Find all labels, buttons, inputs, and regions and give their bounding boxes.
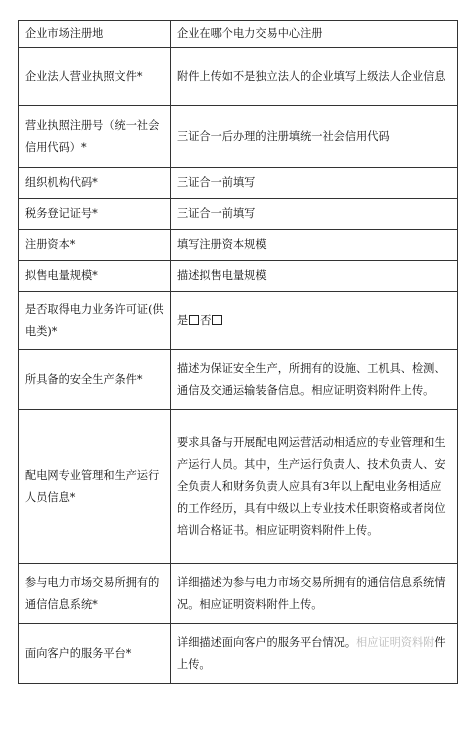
- table-row: [19, 624, 458, 684]
- table-row: [19, 292, 458, 350]
- option-no-label: 否: [200, 313, 212, 327]
- service-platform-main-text: 详细描述面向客户的服务平台情况。: [177, 635, 357, 649]
- row-label-sales-volume: 拟售电量规模*: [19, 261, 171, 292]
- table-row: [19, 168, 458, 199]
- row-value-tax-registration: 三证合一前填写: [171, 199, 458, 230]
- table-row: [19, 230, 458, 261]
- row-value-communication-system: 详细描述为参与电力市场交易所拥有的通信信息系统情况。相应证明资料附件上传。: [171, 564, 458, 624]
- row-value-organization-code: 三证合一前填写: [171, 168, 458, 199]
- table-row: [19, 261, 458, 292]
- row-label-power-license: 是否取得电力业务许可证(供电类)*: [19, 292, 171, 350]
- service-platform-tail-text: 件上传。: [177, 635, 446, 671]
- row-label-safety-conditions: 所具备的安全生产条件*: [19, 350, 171, 410]
- row-label-organization-code: 组织机构代码*: [19, 168, 171, 199]
- table-row: [19, 106, 458, 168]
- row-label-staff-info: 配电网专业管理和生产运行人员信息*: [19, 410, 171, 564]
- row-label-tax-registration: 税务登记证号*: [19, 199, 171, 230]
- table-row: [19, 564, 458, 624]
- row-value-business-license: 附件上传如不是独立法人的企业填写上级法人企业信息: [171, 48, 458, 106]
- row-label-registered-capital: 注册资本*: [19, 230, 171, 261]
- header-cell-trading-center: 企业在哪个电力交易中心注册: [171, 21, 458, 48]
- row-label-business-license: 企业法人营业执照文件*: [19, 48, 171, 106]
- row-label-communication-system: 参与电力市场交易所拥有的通信信息系统*: [19, 564, 171, 624]
- service-platform-faded-text: 相应证明资料附: [356, 635, 435, 649]
- row-value-power-license: [171, 292, 458, 350]
- row-value-safety-conditions: 描述为保证安全生产，所拥有的设施、工机具、检测、通信及交通运输装备信息。相应证明资料附件上传。: [171, 350, 458, 410]
- row-value-sales-volume: 描述拟售电量规模: [171, 261, 458, 292]
- row-value-staff-info: 要求具备与开展配电网运营活动相适应的专业管理和生产运行人员。其中，生产运行负责人、技术负责人、安全负责人和财务负责人应具有3年以上配电业务相适应的工作经历，具有中级以上专业技术任职资格或者岗位培训合格证书。相应证明资料附件上传。: [171, 410, 458, 564]
- row-label-service-platform: 面向客户的服务平台*: [19, 624, 171, 684]
- registration-form-table-wrapper: [18, 20, 457, 684]
- no-checkbox[interactable]: [212, 315, 222, 325]
- row-value-service-platform: [171, 624, 458, 684]
- row-value-registration-number: 三证合一后办理的注册填统一社会信用代码: [171, 106, 458, 168]
- table-row: [19, 410, 458, 564]
- table-header-row: [19, 21, 458, 48]
- table-row: [19, 199, 458, 230]
- option-yes-label: 是: [177, 313, 189, 327]
- row-value-registered-capital: 填写注册资本规模: [171, 230, 458, 261]
- registration-form-table: [18, 20, 458, 684]
- row-label-registration-number: 营业执照注册号（统一社会信用代码）*: [19, 106, 171, 168]
- yes-checkbox[interactable]: [189, 315, 199, 325]
- table-row: [19, 350, 458, 410]
- header-cell-registration-place: 企业市场注册地: [19, 21, 171, 48]
- table-row: [19, 48, 458, 106]
